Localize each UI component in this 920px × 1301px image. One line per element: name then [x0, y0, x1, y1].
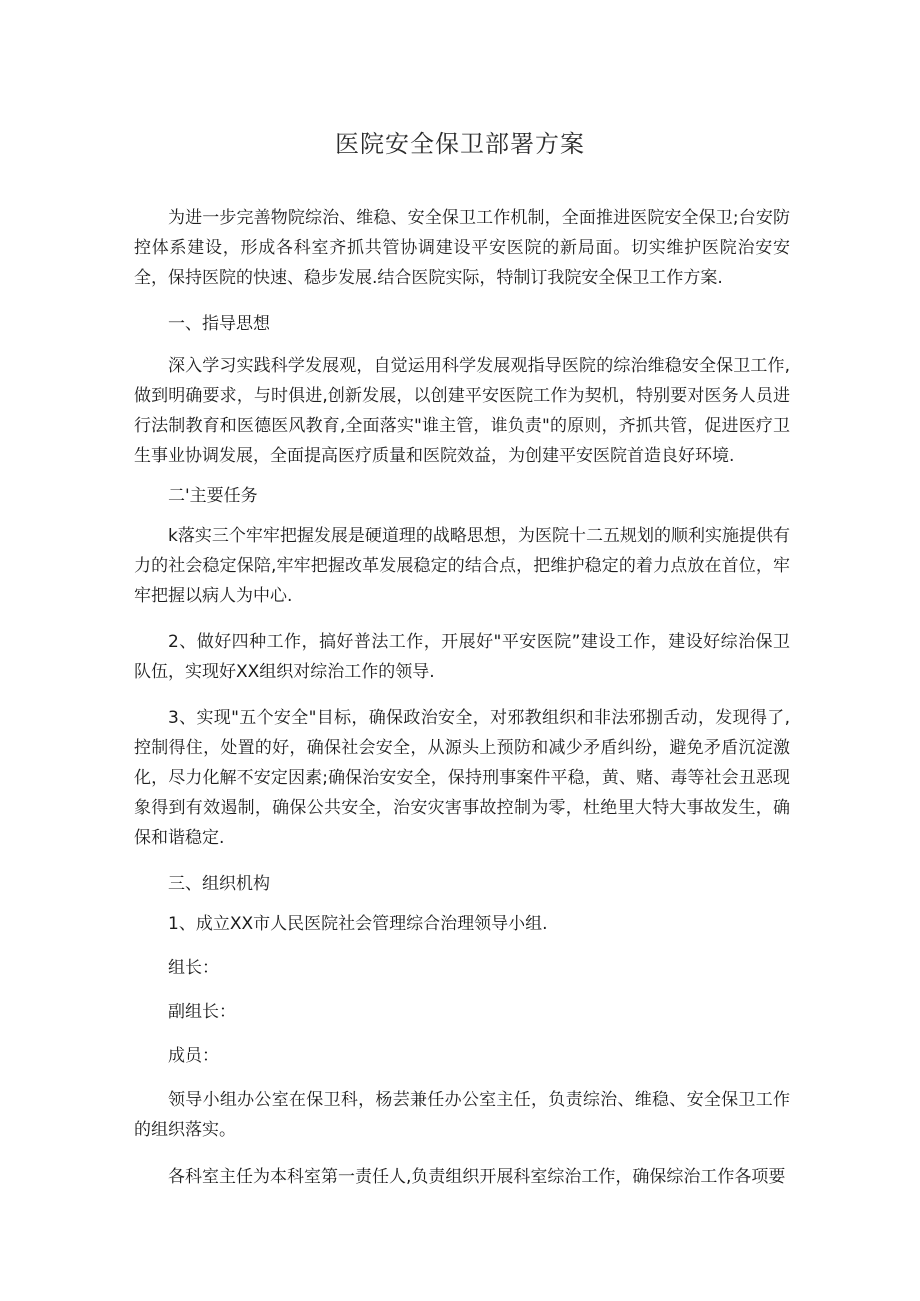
- intro-paragraph: 为进一步完善物院综治、维稳、安全保卫工作机制，全面推进医院安全保卫;台安防控体系建设，形成各科室齐抓共管协调建设平安医院的新局面。切实维护医院治安安全，保持医院的快速、稳步发展.结合医院实际，特制订我院安全保卫工作方案.: [134, 208, 790, 288]
- section-heading-guiding-ideology: 一、指导思想: [168, 314, 270, 334]
- section-heading-main-tasks: 二'主要任务: [168, 486, 258, 506]
- office-paragraph: 领导小组办公室在保卫科，杨芸兼任办公室主任，负责综治、维稳、安全保卫工作的组织落实。: [134, 1090, 790, 1140]
- department-heads-paragraph: 各科室主任为本科室第一责任人,负责组织开展科室综治工作，确保综治工作各项要: [168, 1167, 786, 1187]
- section-heading-organization: 三、组织机构: [168, 874, 270, 894]
- deputy-leader-field: 副组长：: [168, 1002, 236, 1022]
- team-leader-field: 组长：: [168, 958, 219, 978]
- members-field: 成员：: [168, 1046, 219, 1066]
- organization-item-1: 1、成立XX市人民医院社会管理综合治理领导小组.: [168, 914, 548, 934]
- guiding-ideology-paragraph: 深入学习实践科学发展观，自觉运用科学发展观指导医院的综治维稳安全保卫工作,做到明确要求，与时俱进,创新发展，以创建平安医院工作为契机，特别要对医务人员进行法制教育和医德医风教育,全面落实"谁主管，谁负责"的原则，齐抓共管，促进医疗卫生事业协调发展，全面提高医疗质量和医院效益，为创建平安医院首造良好环境.: [134, 356, 790, 466]
- document-body: [134, 203, 790, 1192]
- document-title: 医院安全保卫部署方案: [335, 130, 585, 158]
- task-item-2: 2、做好四种工作，搞好普法工作，开展好"平安医院”建设工作，建设好综治保卫队伍，实现好XX组织对综治工作的领导.: [134, 632, 790, 682]
- task-item-1: k落实三个牢牢把握发展是硬道理的战略思想，为医院十二五规划的顺利实施提供有力的社会稳定保陪,牢牢把握改革发展稳定的结合点，把维护稳定的着力点放在首位，牢牢把握以病人为中心.: [134, 526, 790, 606]
- task-item-3: 3、实现"五个安全"目标，确保政治安全，对邪教组织和非法邪捌舌动，发现得了,控制得住，处置的好，确保社会安全，从源头上预防和减少矛盾纠纷，避免矛盾沉淀激化，尽力化解不安定因素;确保治安安全，保持刑事案件平稳，黄、赌、毒等社会丑恶现象得到有效遏制，确保公共安全，治安灾害事故控制为零，杜绝里大特大事故发生，确保和谐稳定.: [134, 708, 790, 848]
